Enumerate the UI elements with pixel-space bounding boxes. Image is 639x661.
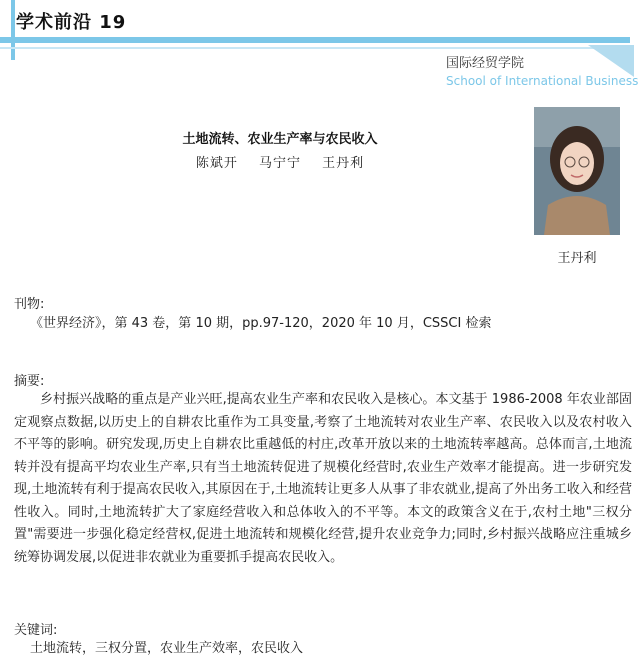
keywords-label: 关键词: (14, 623, 58, 638)
keywords-text: 土地流转，三权分置，农业生产效率，农民收入 (30, 641, 304, 656)
journal-label: 刊物: (14, 297, 45, 312)
author-photo (534, 107, 620, 235)
header-accent-vertical (11, 0, 15, 60)
author-name: 马宁宁 (258, 156, 301, 171)
school-name-en: School of International Business (446, 74, 639, 88)
header-accent-bar (0, 37, 630, 43)
paper-title: 土地流转、农业生产率与农民收入 (182, 132, 378, 147)
abstract-text: 乡村振兴战略的重点是产业兴旺,提高农业生产率和农民收入是核心。本文基于 1986-2008 年农业部固定观察点数据,以历史上的自耕农比重作为工具变量,考察了土地流转对农业生产率、农民收入以及农村收入不平等的影响。研究发现,历史上自耕农比重越低的村庄,改革开放以来的土地流转率越高。总体而言,土地流转并没有提高平均农业生产率,只有当土地流转促进了规模化经营时,农业生产效率才能提高。进一步研究发现,土地流转有利于提高农民收入,其原因在于,土地流转让更多人从事了非农就业,提高了外出务工收入和经营性收入。同时,土地流转扩大了家庭经营收入和总体收入的不平等。本文的政策含义在于,农村土地"三权分置"需要进一步强化稳定经营权,促进土地流转和规模化经营,提升农业竞争力;同时,乡村振兴战略应注重城乡统筹协调发展,以促进非农就业为重要抓手提高农民收入。 (14, 392, 632, 565)
author-list (0, 152, 560, 171)
section-title: 学术前沿 19 (16, 12, 127, 33)
abstract-label: 摘要: (14, 374, 45, 389)
author-name: 王丹利 (322, 156, 365, 171)
school-name-cn: 国际经贸学院 (446, 56, 525, 71)
header (0, 0, 639, 60)
author-portrait-icon (534, 107, 620, 235)
journal-text: 《世界经济》，第 43 卷，第 10 期，pp.97-120，2020 年 10 月，CSSCI 检索 (30, 316, 492, 331)
author-name: 陈斌开 (195, 156, 238, 171)
header-accent-line (0, 47, 600, 49)
photo-caption: 王丹利 (557, 251, 597, 266)
corner-triangle-icon (588, 45, 634, 77)
